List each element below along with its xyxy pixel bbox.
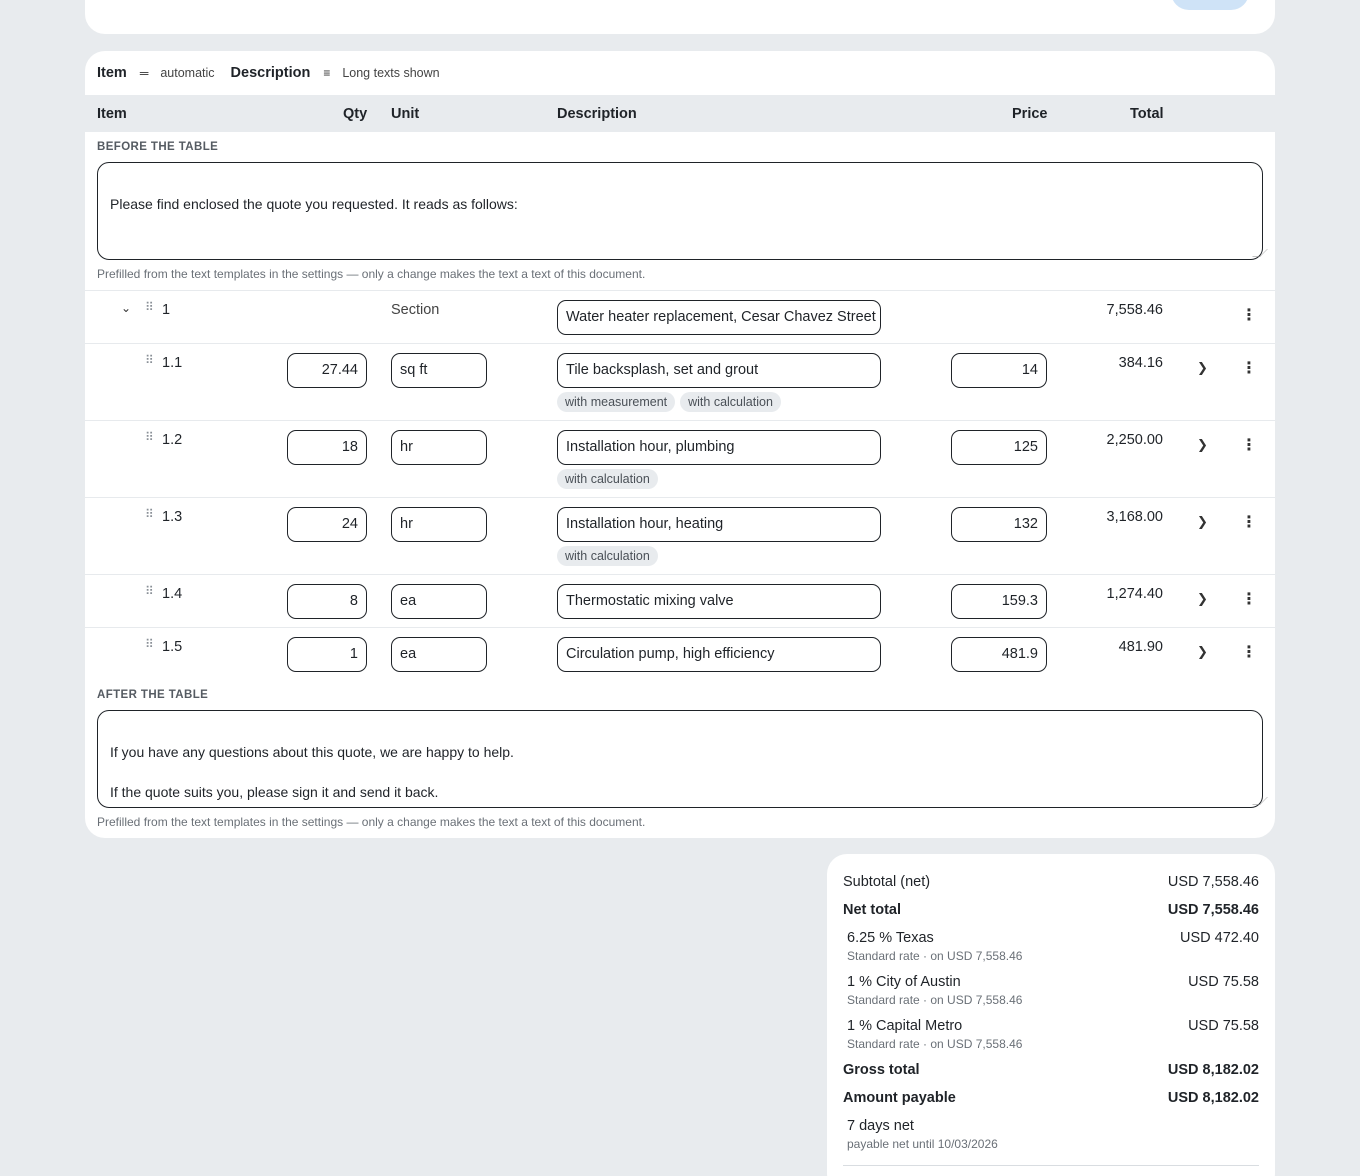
qty-input[interactable]: 18 [287, 430, 367, 465]
section-number: 1 [162, 302, 171, 318]
item-number: 1.3 [162, 509, 183, 525]
table-toolbar [85, 51, 1275, 95]
col-total: Total [1130, 106, 1164, 122]
chevron-right-icon[interactable]: ❯ [1197, 644, 1208, 659]
gross-total-line [843, 1062, 1259, 1078]
chevron-right-icon[interactable]: ❯ [1197, 591, 1208, 606]
amount-payable-amount: USD 8,182.02 [1167, 1090, 1259, 1106]
col-qty: Qty [343, 106, 368, 122]
net-total-label: Net total [843, 902, 901, 918]
gross-total-label: Gross total [843, 1062, 920, 1078]
unit-input[interactable]: hr [391, 430, 487, 465]
before-table-hint: Prefilled from the text templates in the settings — only a change makes the text a text of this document. [97, 267, 646, 281]
table-row [85, 627, 1275, 680]
totals-card [827, 854, 1275, 1176]
amount-payable-label: Amount payable [843, 1090, 956, 1106]
table-row [85, 420, 1275, 497]
drag-handle-icon[interactable]: ⠿ [145, 584, 153, 598]
item-total: 3,168.00 [1106, 509, 1163, 525]
before-table-textarea[interactable] [97, 162, 1263, 260]
item-total: 1,274.40 [1106, 586, 1163, 602]
subtotal-line [843, 874, 1259, 890]
totals-divider [843, 1165, 1259, 1166]
description-input[interactable]: Installation hour, heating [557, 507, 881, 542]
price-input[interactable]: 132 [951, 507, 1047, 542]
qty-input[interactable]: 24 [287, 507, 367, 542]
col-unit: Unit [391, 106, 420, 122]
tax-amount: USD 472.40 [1180, 930, 1259, 946]
chevron-right-icon[interactable]: ❯ [1197, 514, 1208, 529]
resize-grip-icon[interactable] [1252, 797, 1268, 805]
after-table-textarea[interactable] [97, 710, 1263, 808]
price-input[interactable]: 159.3 [951, 584, 1047, 619]
drag-handle-icon[interactable]: ⠿ [145, 353, 153, 367]
section-description-input[interactable]: Water heater replacement, Cesar Chavez Street [557, 300, 881, 335]
kebab-menu-icon[interactable]: ⋮ [1241, 437, 1257, 454]
section-type: Section [391, 302, 440, 318]
unit-input[interactable]: hr [391, 507, 487, 542]
item-numbering-label: Item [97, 65, 127, 81]
tax-amount: USD 75.58 [1188, 1018, 1259, 1034]
item-total: 2,250.00 [1106, 432, 1163, 448]
item-number: 1.2 [162, 432, 183, 448]
unit-input[interactable]: ea [391, 584, 487, 619]
drag-handle-icon[interactable]: ⠿ [145, 637, 153, 651]
item-tags [557, 392, 781, 412]
table-row [85, 343, 1275, 420]
before-table-text: Please find enclosed the quote you requested. It reads as follows: [110, 196, 518, 212]
tax-label: 1 % City of Austin [847, 974, 961, 990]
kebab-menu-icon[interactable]: ⋮ [1241, 307, 1257, 324]
payment-terms-due: payable net until 10/03/2026 [847, 1137, 998, 1151]
item-total: 384.16 [1118, 355, 1163, 371]
kebab-menu-icon[interactable]: ⋮ [1241, 360, 1257, 377]
net-total-line [843, 902, 1259, 918]
previous-card [85, 0, 1275, 34]
description-input[interactable]: Circulation pump, high efficiency [557, 637, 881, 672]
drag-handle-icon[interactable]: ⠿ [145, 300, 153, 314]
gross-total-amount: USD 8,182.02 [1167, 1062, 1259, 1078]
drag-handle-icon[interactable]: ⠿ [145, 430, 153, 444]
tax-line [847, 1018, 1259, 1051]
tag-measurement[interactable]: with measurement [557, 392, 675, 412]
col-item: Item [97, 106, 127, 122]
qty-input[interactable]: 27.44 [287, 353, 367, 388]
tax-basis: Standard rate · on USD 7,558.46 [847, 949, 1023, 963]
tax-basis: Standard rate · on USD 7,558.46 [847, 1037, 1023, 1051]
tax-line [847, 930, 1259, 963]
description-mode-label: Description [230, 65, 311, 81]
tax-line [847, 974, 1259, 1007]
primary-action-button[interactable] [1171, 0, 1249, 10]
item-numbering-value[interactable]: automatic [160, 66, 215, 80]
item-tags [557, 469, 658, 489]
section-row [85, 290, 1275, 343]
after-table-hint: Prefilled from the text templates in the settings — only a change makes the text a text of this document. [97, 815, 646, 829]
tax-basis: Standard rate · on USD 7,558.46 [847, 993, 1023, 1007]
description-input[interactable]: Tile backsplash, set and grout [557, 353, 881, 388]
chevron-down-icon[interactable]: ⌄ [121, 301, 132, 315]
qty-input[interactable]: 8 [287, 584, 367, 619]
subtotal-label: Subtotal (net) [843, 874, 931, 890]
tax-label: 1 % Capital Metro [847, 1018, 963, 1034]
col-price: Price [1012, 106, 1048, 122]
item-total: 481.90 [1118, 639, 1163, 655]
equals-icon[interactable]: ═ [139, 66, 149, 80]
table-row [85, 574, 1275, 627]
item-tags [557, 546, 658, 566]
subtotal-amount: USD 7,558.46 [1167, 874, 1259, 890]
tax-label: 6.25 % Texas [847, 930, 934, 946]
description-mode-value[interactable]: Long texts shown [342, 66, 440, 80]
before-table-label: BEFORE THE TABLE [97, 141, 219, 153]
after-table-text: If you have any questions about this quote, we are happy to help. If the quote suits you, please sign it and send it back. [110, 744, 514, 800]
table-row [85, 497, 1275, 574]
unit-input[interactable]: ea [391, 637, 487, 672]
positions-card [85, 51, 1275, 838]
net-total-amount: USD 7,558.46 [1167, 902, 1259, 918]
section-total: 7,558.46 [1106, 302, 1163, 318]
chevron-right-icon[interactable]: ❯ [1197, 360, 1208, 375]
tag-calculation[interactable]: with calculation [557, 546, 658, 566]
payment-terms-line [847, 1118, 1259, 1151]
chevron-right-icon[interactable]: ❯ [1197, 437, 1208, 452]
kebab-menu-icon[interactable]: ⋮ [1241, 591, 1257, 608]
description-input[interactable]: Installation hour, plumbing [557, 430, 881, 465]
price-input[interactable]: 14 [951, 353, 1047, 388]
tax-amount: USD 75.58 [1188, 974, 1259, 990]
col-description: Description [557, 106, 637, 122]
qty-input[interactable]: 1 [287, 637, 367, 672]
item-number: 1.5 [162, 639, 183, 655]
unit-input[interactable]: sq ft [391, 353, 487, 388]
payment-terms-label: 7 days net [847, 1118, 914, 1134]
kebab-menu-icon[interactable]: ⋮ [1241, 514, 1257, 531]
description-input[interactable]: Thermostatic mixing valve [557, 584, 881, 619]
item-number: 1.4 [162, 586, 183, 602]
amount-payable-line [843, 1090, 1259, 1106]
tag-calculation[interactable]: with calculation [557, 469, 658, 489]
price-input[interactable]: 481.9 [951, 637, 1047, 672]
table-header [85, 95, 1275, 132]
tag-calculation[interactable]: with calculation [680, 392, 781, 412]
price-input[interactable]: 125 [951, 430, 1047, 465]
resize-grip-icon[interactable] [1252, 249, 1268, 257]
drag-handle-icon[interactable]: ⠿ [145, 507, 153, 521]
after-table-label: AFTER THE TABLE [97, 689, 209, 701]
item-number: 1.1 [162, 355, 183, 371]
kebab-menu-icon[interactable]: ⋮ [1241, 644, 1257, 661]
lines-icon[interactable]: ≡ [323, 66, 331, 80]
